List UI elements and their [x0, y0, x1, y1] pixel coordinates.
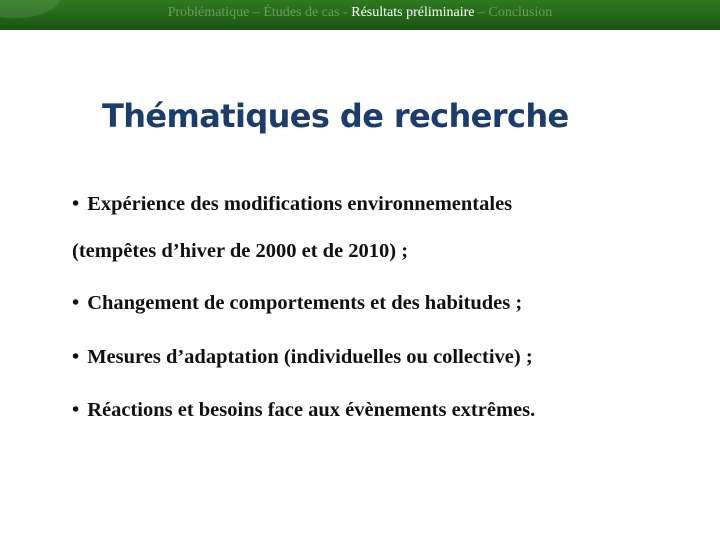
- bullet-text: Mesures d’adaptation (individuelles ou collective) ;: [87, 346, 533, 368]
- slide-title: Thématiques de recherche: [102, 97, 569, 135]
- bullet-item: [72, 397, 535, 423]
- nav-current-section: Résultats préliminaire: [351, 5, 475, 20]
- bullet-item: [72, 191, 512, 217]
- nav-past-sections: Problématique – Études de cas -: [167, 5, 352, 20]
- bullet-continuation: (tempêtes d’hiver de 2000 et de 2010) ;: [72, 240, 409, 262]
- bullet-item: [72, 290, 522, 316]
- bullet-marker: •: [72, 399, 80, 421]
- bullet-marker: •: [72, 193, 80, 215]
- header-bar: [0, 0, 720, 30]
- bullet-text: Réactions et besoins face aux évènements extrêmes.: [87, 399, 536, 421]
- bullet-text: Changement de comportements et des habitudes ;: [87, 292, 523, 314]
- bullet-marker: •: [72, 346, 80, 368]
- bullet-text: Expérience des modifications environnementales: [87, 193, 513, 215]
- bullet-item: [72, 344, 533, 370]
- bullet-marker: •: [72, 292, 80, 314]
- section-navigation: [0, 4, 720, 22]
- nav-next-section: – Conclusion: [474, 5, 553, 20]
